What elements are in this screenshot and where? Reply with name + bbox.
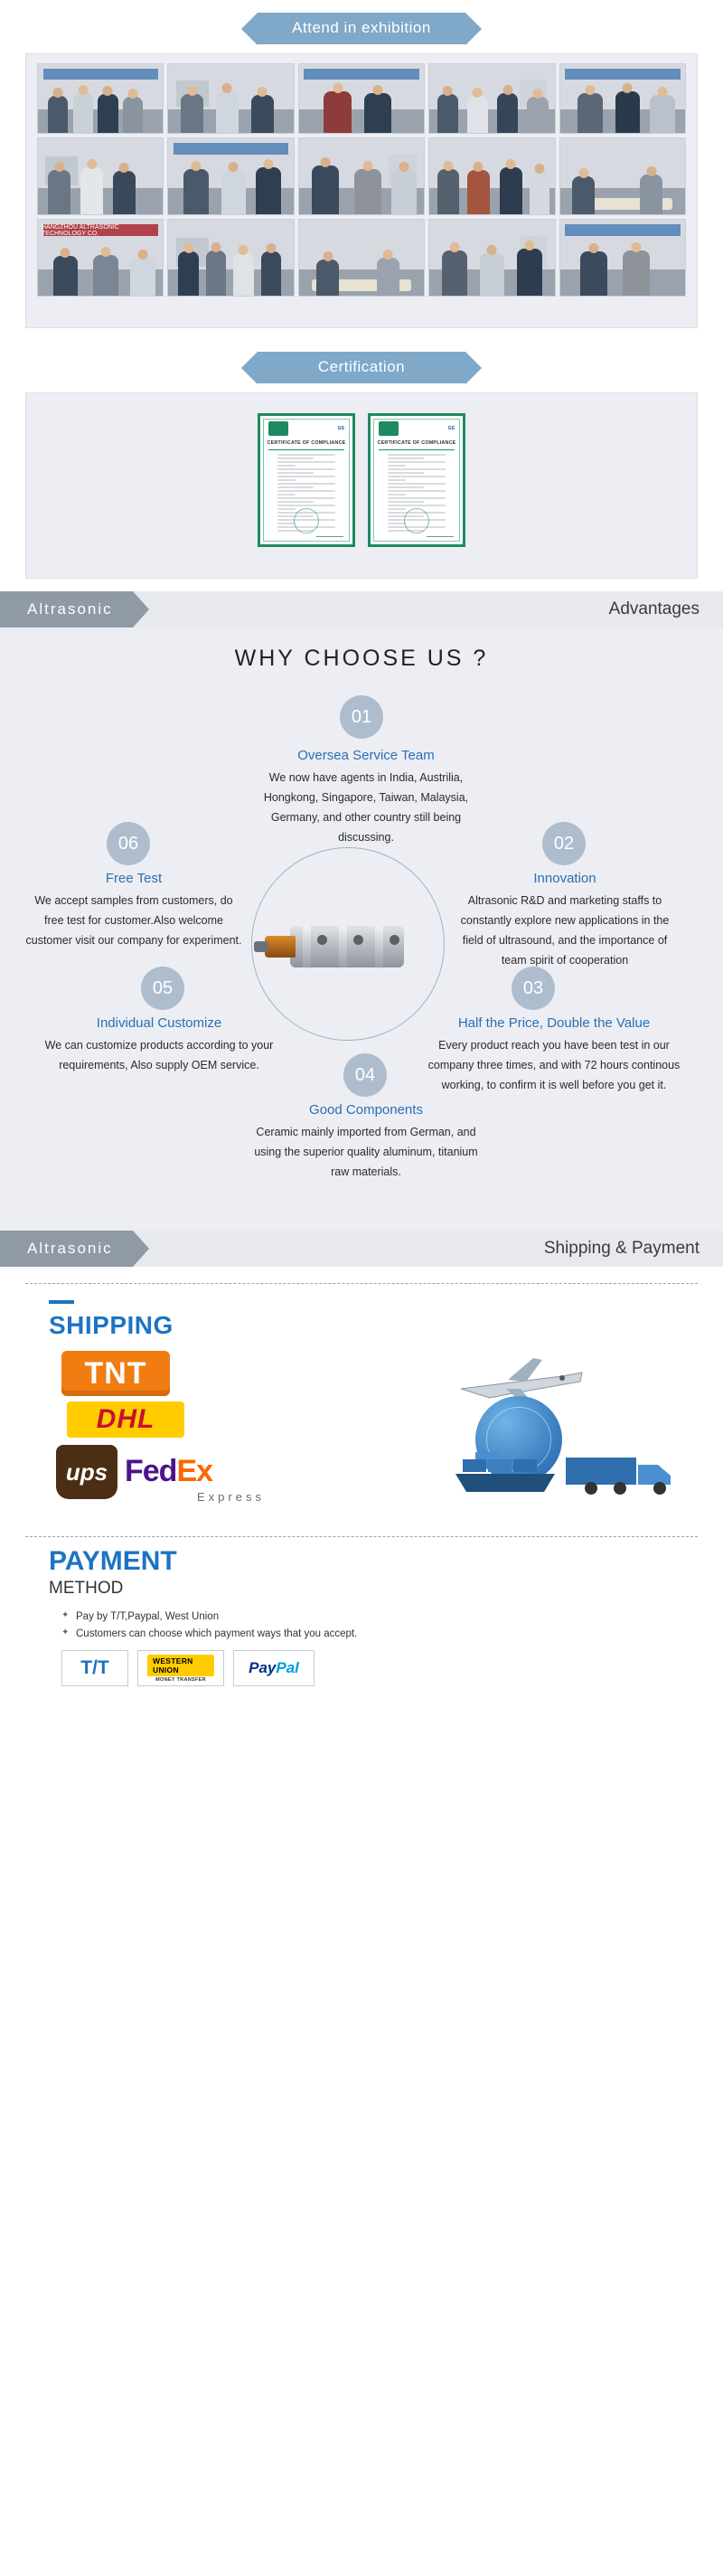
exhibition-photo: [298, 63, 425, 134]
feature-number-03: 03: [512, 967, 555, 1010]
feature-number-05: 05: [141, 967, 184, 1010]
exhibition-photo: [428, 219, 555, 297]
feature-block-05: [40, 1015, 278, 1076]
feature-body-06: We accept samples from customers, do free test for customer.Also welcome customer visit our company for experiment.: [25, 894, 242, 947]
truck-icon: [564, 1450, 681, 1497]
payment-point: ✦ Pay by T/T,Paypal, West Union: [61, 1611, 698, 1622]
exhibition-ribbon-wrap: [0, 0, 723, 53]
brand-label: Altrasonic: [0, 591, 133, 627]
exhibition-photo: [167, 63, 294, 134]
courier-logo-fedex: [125, 1450, 260, 1492]
feature-heading-03: Half the Price, Double the Value: [457, 1015, 651, 1031]
western-union-tagline: MONEY TRANSFER: [155, 1676, 206, 1683]
certificate-logo-icon: [379, 421, 399, 436]
exhibition-ribbon-label: Attend in exhibition: [258, 13, 465, 44]
feature-body-03: Every product reach you have been test in our company three times, and with 72 hours continous working, to confirm it is well before you get it.: [427, 1039, 681, 1091]
exhibition-photo: [559, 63, 686, 134]
why-choose-us-section: [0, 627, 723, 1231]
certification-section: [0, 339, 723, 579]
feature-number-06: 06: [107, 822, 150, 865]
feature-block-01: [253, 748, 479, 848]
exhibition-photo: [428, 63, 555, 134]
certificate-header: [375, 421, 458, 436]
feature-heading-06: Free Test: [105, 871, 163, 886]
why-choose-us-title: WHY CHOOSE US ?: [234, 646, 489, 671]
courier-logo-ups: ups: [56, 1445, 117, 1499]
exhibition-photo: [559, 219, 686, 297]
exhibition-photo: [167, 219, 294, 297]
paypal-pay-text: Pay: [249, 1659, 277, 1676]
feature-body-05: We can customize products according to your requirements, Also supply OEM service.: [44, 1039, 274, 1071]
exhibition-photo: [559, 137, 686, 215]
logistics-graphic: [25, 1344, 698, 1520]
shipping-title-wrap: [49, 1300, 698, 1340]
certificate-image: [368, 413, 465, 547]
certificate-brand: GS: [337, 425, 344, 431]
certificate-logo-icon: [268, 421, 288, 436]
advantages-section-title: Advantages: [133, 591, 723, 627]
certificate-signature: [427, 532, 454, 537]
feature-block-02: [450, 871, 680, 971]
certificate-signature: [316, 532, 343, 537]
shipping-section-title: Shipping & Payment: [133, 1231, 723, 1267]
payment-title: PAYMENT: [49, 1546, 177, 1576]
divider-dashed: [25, 1536, 698, 1537]
shipping-section: [0, 1283, 723, 1695]
exhibition-photo-mosaic: [26, 54, 697, 327]
payment-point: ✦ Customers can choose which payment ways that you accept.: [61, 1628, 698, 1639]
certification-ribbon-wrap: [0, 339, 723, 392]
feature-number-04: 04: [343, 1053, 387, 1097]
certificate-brand: GS: [447, 425, 455, 431]
shipping-inner: [25, 1283, 698, 1686]
brand-label: Altrasonic: [0, 1231, 133, 1267]
certificate-rule: [268, 449, 344, 450]
exhibition-panel: [25, 53, 698, 328]
fedex-ex-text: Ex: [176, 1453, 213, 1488]
shipping-title-accent: [49, 1300, 74, 1304]
exhibition-photo: [298, 137, 425, 215]
certificate-header: [265, 421, 348, 436]
exhibition-photo-caption: HANGZHOU ALTRASONIC TECHNOLOGY CO.: [42, 224, 119, 237]
exhibition-section: [0, 0, 723, 328]
certificate-title: CERTIFICATE OF COMPLIANCE: [267, 440, 346, 446]
advantages-header-bar: [0, 591, 723, 627]
feature-heading-02: Innovation: [533, 871, 596, 886]
photo-row: [37, 137, 686, 215]
certification-panel: [25, 392, 698, 579]
payment-logo-western-union: [137, 1650, 224, 1686]
feature-body-01: We now have agents in India, Austrilia, Hongkong, Singapore, Taiwan, Malaysia, Germany, and other country still being discussing.: [263, 771, 469, 844]
feature-block-04: [251, 1102, 481, 1183]
payment-logo-paypal: [233, 1650, 315, 1686]
western-union-name: WESTERN UNION: [147, 1655, 214, 1676]
payment-logos: [61, 1650, 698, 1686]
paypal-pal-text: Pal: [276, 1659, 299, 1676]
feature-block-06: [25, 871, 242, 951]
shipping-header-bar: [0, 1231, 723, 1267]
exhibition-photo: [167, 137, 294, 215]
fedex-fed-text: Fed: [125, 1453, 177, 1488]
payment-points-list: [61, 1611, 698, 1639]
certification-images: [26, 393, 697, 578]
product-image: [251, 847, 445, 1041]
feature-heading-05: Individual Customize: [96, 1015, 222, 1031]
certificate-stamp-icon: [404, 508, 429, 533]
feature-block-03: [423, 1015, 685, 1096]
feature-body-04: Ceramic mainly imported from German, and using the superior quality aluminum, titanium raw materials.: [254, 1126, 478, 1178]
certification-ribbon-label: Certification: [258, 352, 465, 383]
payment-subtitle: METHOD: [49, 1579, 124, 1598]
exhibition-photo: [298, 219, 425, 297]
courier-logo-tnt: TNT: [61, 1351, 170, 1396]
payment-logo-tt: T/T: [61, 1650, 128, 1686]
feature-heading-01: Oversea Service Team: [297, 748, 435, 763]
why-choose-us-diagram: [25, 688, 698, 1194]
certificate-stamp-icon: [294, 508, 319, 533]
fedex-express-text: Express: [197, 1490, 265, 1504]
feature-heading-04: Good Components: [309, 1102, 423, 1118]
photo-row: [37, 63, 686, 134]
feature-body-02: Altrasonic R&D and marketing staffs to constantly explore new applications in the field of ultrasound, and the importance of team spirit of cooperation: [460, 894, 670, 967]
certificate-image: [258, 413, 355, 547]
exhibition-photo: [37, 137, 164, 215]
cargo-ship-icon: [454, 1452, 562, 1496]
feature-number-02: 02: [542, 822, 586, 865]
certificate-rule: [379, 449, 455, 450]
divider-dashed: [25, 1283, 698, 1284]
photo-row: [37, 219, 686, 297]
certificate-title: CERTIFICATE OF COMPLIANCE: [377, 440, 456, 446]
exhibition-photo-banner: [37, 219, 164, 297]
exhibition-photo: [37, 63, 164, 134]
shipping-title: SHIPPING: [49, 1311, 174, 1339]
courier-logo-dhl: DHL: [67, 1401, 184, 1438]
feature-number-01: 01: [340, 695, 383, 739]
exhibition-photo: [428, 137, 555, 215]
